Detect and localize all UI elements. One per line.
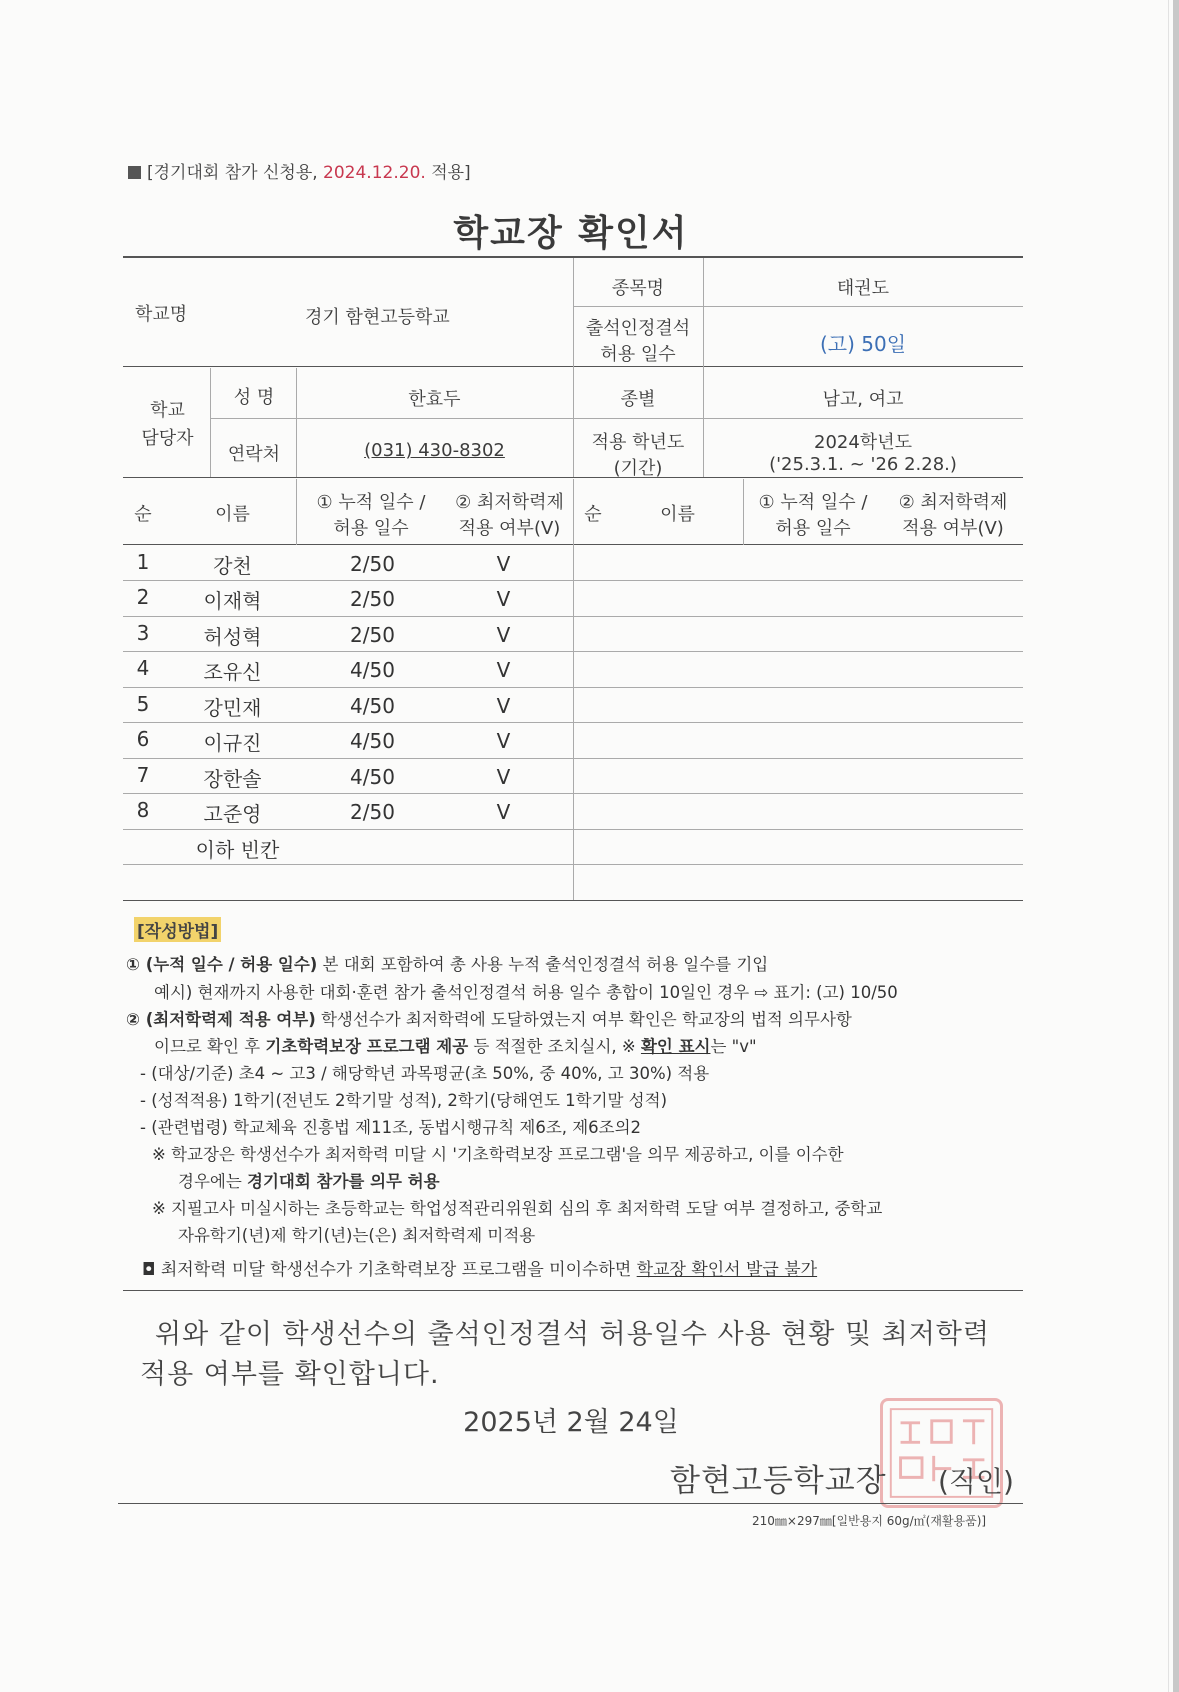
row-days: 2/50 bbox=[350, 552, 395, 576]
row-days: 4/50 bbox=[350, 729, 395, 753]
table-vline bbox=[210, 368, 211, 477]
row-no: 8 bbox=[136, 798, 150, 822]
guide-line-8: ※ 학교장은 학생선수가 최저학력 미달 시 '기초학력보장 프로그램'을 의무 제공하고, 이를 이수한 bbox=[152, 1145, 844, 1164]
col-no-header: 순 bbox=[134, 504, 152, 525]
name-label: 성 명 bbox=[233, 387, 275, 408]
row-no: 1 bbox=[136, 550, 150, 574]
guide-line-11: 자유학기(년)제 학기(년)는(은) 최저학력제 미적용 bbox=[178, 1226, 536, 1245]
row-name: 이재혁 bbox=[203, 589, 262, 613]
col-days-header-right-1: ① 누적 일수 / bbox=[758, 492, 868, 513]
table-line bbox=[210, 418, 580, 419]
col-min-header-right-2: 적용 여부(V) bbox=[902, 518, 1004, 539]
col-min-header-right-1: ② 최저학력제 bbox=[898, 492, 1008, 513]
col-no-header-right: 순 bbox=[584, 504, 602, 525]
guide-line-5: - (대상/기준) 초4 ~ 고3 / 해당학년 과목평균(초 50%, 중 40%, 고 30%) 적용 bbox=[140, 1064, 710, 1083]
footer-note: 210㎜×297㎜[일반용지 60g/㎡(재활용품)] bbox=[752, 1514, 987, 1528]
table-vline bbox=[296, 479, 297, 545]
row-no: 5 bbox=[136, 692, 150, 716]
row-days: 2/50 bbox=[350, 800, 395, 824]
attendance-label-1: 출석인정결석 bbox=[585, 318, 691, 339]
row-no: 4 bbox=[136, 656, 150, 680]
year-value-2: ('25.3.1. ~ '26 2.28.) bbox=[769, 454, 957, 475]
header-note: [경기대회 참가 신청용, 2024.12.20. 적용] bbox=[128, 158, 471, 183]
row-check: V bbox=[496, 552, 511, 576]
type-label: 종별 bbox=[620, 389, 656, 410]
guide-line-4: 이므로 확인 후 기초학력보장 프로그램 제공 등 적절한 조치실시, ※ 확인 표시는 "v" bbox=[154, 1037, 757, 1056]
row-name: 강민재 bbox=[203, 696, 262, 720]
year-value-1: 2024학년도 bbox=[814, 432, 912, 453]
table-vline bbox=[573, 479, 574, 900]
scan-edge bbox=[1173, 0, 1179, 1692]
school-label: 학교명 bbox=[135, 304, 188, 325]
row-no: 3 bbox=[136, 621, 150, 645]
guide-line-7: - (관련법령) 학교체육 진흥법 제11조, 동법시행규칙 제6조, 제6조의2 bbox=[140, 1118, 642, 1137]
school-value: 경기 함현고등학교 bbox=[305, 307, 450, 328]
row-name: 강천 bbox=[213, 554, 252, 578]
row-days: 4/50 bbox=[350, 658, 395, 682]
blank-note: 이하 빈칸 bbox=[195, 838, 280, 862]
event-label: 종목명 bbox=[611, 278, 665, 299]
scan-edge-line bbox=[1168, 0, 1169, 1692]
guide-line-1: ① (누적 일수 / 허용 일수) 본 대회 포함하여 총 사용 누적 출석인정결석 허용 일수를 기입 bbox=[126, 955, 769, 974]
col-days-header-right-2: 허용 일수 bbox=[775, 518, 851, 539]
guide-title: [작성방법] bbox=[134, 917, 221, 942]
col-min-header-1: ② 최저학력제 bbox=[455, 492, 564, 513]
row-days: 4/50 bbox=[350, 765, 395, 789]
row-name: 고준영 bbox=[203, 802, 262, 826]
row-check: V bbox=[496, 623, 511, 647]
row-no: 7 bbox=[136, 763, 150, 787]
row-check: V bbox=[496, 729, 511, 753]
event-value: 태권도 bbox=[836, 278, 890, 299]
col-min-header-2: 적용 여부(V) bbox=[458, 518, 561, 539]
col-name-header: 이름 bbox=[215, 504, 250, 525]
confirmation-line-2: 적용 여부를 확인합니다. bbox=[140, 1359, 440, 1390]
signature-name: 함현고등학교장 bbox=[670, 1463, 887, 1499]
row-days: 2/50 bbox=[350, 587, 395, 611]
square-bullet-icon bbox=[128, 166, 141, 179]
attendance-value: (고) 50일 bbox=[819, 332, 907, 356]
guide-bottom-line bbox=[123, 1290, 1023, 1291]
table-bottom-line bbox=[123, 900, 1023, 901]
manager-label-2: 담당자 bbox=[141, 428, 194, 449]
row-check: V bbox=[496, 694, 511, 718]
row-check: V bbox=[496, 587, 511, 611]
table-line bbox=[573, 306, 1023, 307]
contact-value: (031) 430-8302 bbox=[364, 440, 505, 461]
footer-line bbox=[118, 1503, 1023, 1504]
guide-line-9: 경우에는 경기대회 참가를 의무 허용 bbox=[178, 1172, 440, 1191]
year-label-1: 적용 학년도 bbox=[591, 432, 685, 453]
row-check: V bbox=[496, 658, 511, 682]
name-value: 한효두 bbox=[408, 389, 461, 410]
guide-line-12: ◘ 최저학력 미달 학생선수가 기초학력보장 프로그램을 미이수하면 학교장 확인서 발급 불가 bbox=[142, 1260, 818, 1280]
table-line bbox=[573, 418, 1023, 419]
guide-line-10: ※ 지필고사 미실시하는 초등학교는 학업성적관리위원회 심의 후 최저학력 도달 여부 결정하고, 중학교 bbox=[152, 1199, 883, 1218]
row-name: 허성혁 bbox=[203, 625, 262, 649]
row-name: 장한솔 bbox=[203, 767, 262, 791]
contact-label: 연락처 bbox=[227, 444, 281, 465]
col-days-header-1: ① 누적 일수 / bbox=[316, 492, 426, 513]
row-days: 4/50 bbox=[350, 694, 395, 718]
type-value: 남고, 여고 bbox=[822, 389, 904, 410]
guide-line-3: ② (최저학력제 적용 여부) 학생선수가 최저학력에 도달하였는지 여부 확인은 학교장의 법적 의무사항 bbox=[126, 1010, 852, 1029]
page-title: 학교장 확인서 bbox=[453, 213, 689, 254]
row-days: 2/50 bbox=[350, 623, 395, 647]
guide-line-6: - (성적적용) 1학기(전년도 2학기말 성적), 2학기(당해연도 1학기말 성적) bbox=[140, 1091, 668, 1110]
year-label-2: (기간) bbox=[613, 458, 663, 479]
col-days-header-2: 허용 일수 bbox=[333, 518, 409, 539]
row-no: 6 bbox=[136, 727, 150, 751]
row-check: V bbox=[496, 800, 511, 824]
manager-label-1: 학교 bbox=[150, 400, 185, 421]
seal-label: (직인) bbox=[938, 1465, 1014, 1498]
row-check: V bbox=[496, 765, 511, 789]
col-name-header-right: 이름 bbox=[660, 504, 695, 525]
row-name: 조유신 bbox=[203, 660, 262, 684]
table-vline bbox=[743, 479, 744, 545]
row-no: 2 bbox=[136, 585, 150, 609]
header-date: 2024.12.20. bbox=[323, 163, 426, 183]
guide-line-2: 예시) 현재까지 사용한 대회·훈련 참가 출석인정결석 허용 일수 총합이 10일인 경우 ⇨ 표기: (고) 10/50 bbox=[154, 983, 898, 1002]
issue-date: 2025년 2월 24일 bbox=[463, 1407, 679, 1438]
row-name: 이규진 bbox=[203, 731, 262, 755]
confirmation-line-1: 위와 같이 학생선수의 출석인정결석 허용일수 사용 현황 및 최저학력 bbox=[155, 1319, 990, 1350]
attendance-label-2: 허용 일수 bbox=[600, 344, 676, 365]
